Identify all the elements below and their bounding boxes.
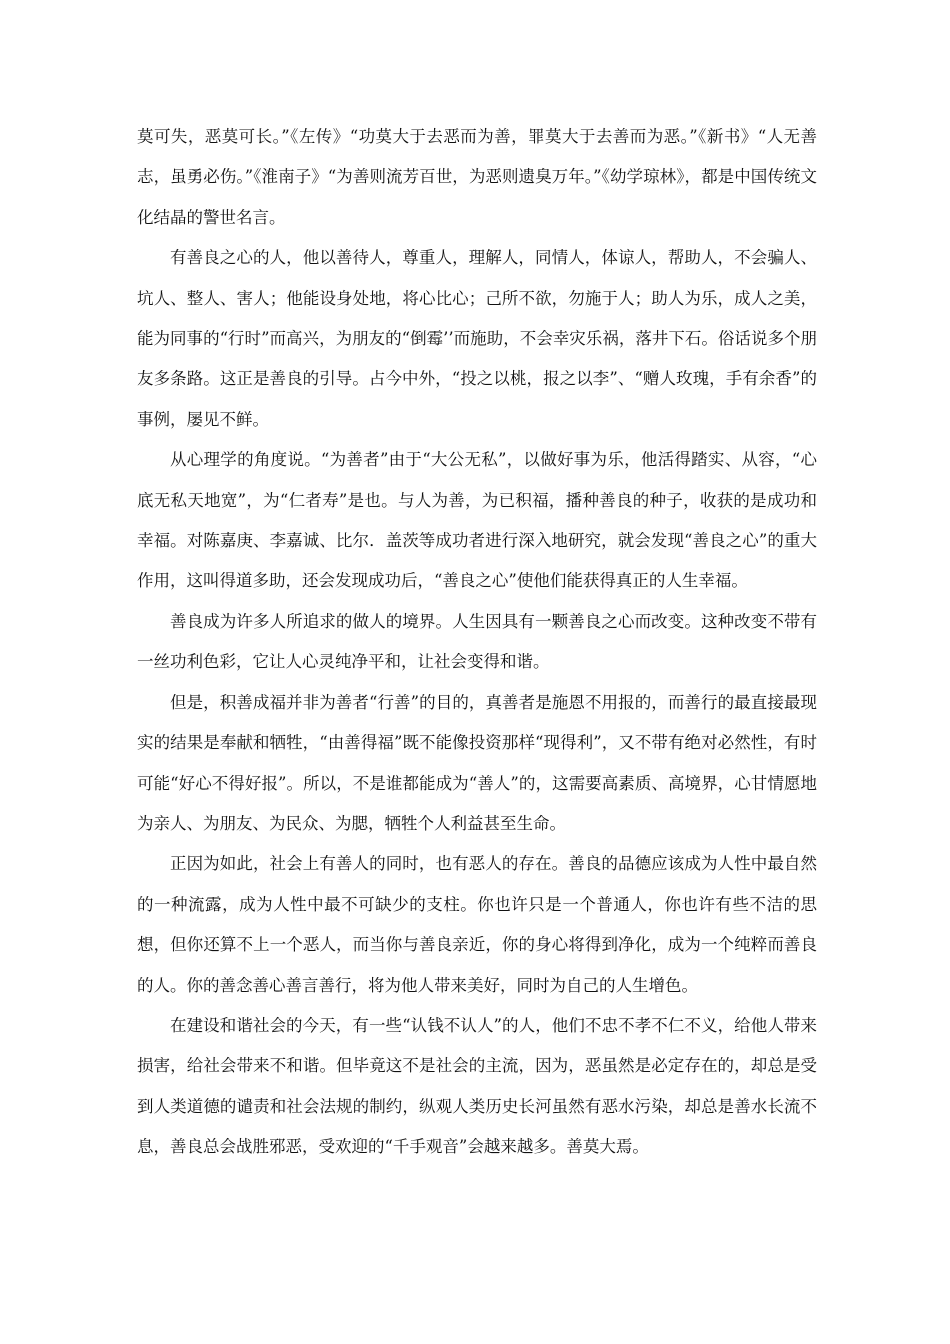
paragraph: 在建设和谐社会的今天，有一些“认钱不认人”的人，他们不忠不孝不仁不义，给他人带来损害，给社会带来不和谐。但毕竟这不是社会的主流，因为，恶虽然是必定存在的，却总是受到人类道德的谴责和社会法规的制约，纵观人类历史长河虽然有恶水污染，却总是善水长流不息，善良总会战胜邪恶，受欢迎的“千手观音”会越来越多。善莫大焉。 (137, 1015, 817, 1157)
paragraph: 正因为如此，社会上有善人的同时，也有恶人的存在。善良的品德应该成为人性中最自然的一种流露，成为人性中最不可缺少的支柱。你也许只是一个普通人，你也许有些不洁的思想，但你还算不上一个恶人，而当你与善良亲近，你的身心将得到净化，成为一个纯粹而善良的人。你的善念善心善言善行，将为他人带来美好，同时为自己的人生增色。 (137, 854, 817, 995)
document-page (137, 117, 817, 1168)
paragraph-continuation: 莫可失，恶莫可长。”《左传》“功莫大于去恶而为善，罪莫大于去善而为恶。”《新书》“人无善志，虽勇必伤。”《淮南子》“为善则流芳百世，为恶则遗臭万年。”《幼学琼林》，都是中国传统文化结晶的警世名言。 (137, 127, 817, 227)
paragraph: 有善良之心的人，他以善待人，尊重人，理解人，同情人，体谅人，帮助人，不会骗人、坑人、整人、害人；他能设身处地，将心比心；己所不欲，勿施于人；助人为乐，成人之美，能为同事的“行时”而高兴，为朋友的“倒霉’’而施助，不会幸灾乐祸，落井下石。俗话说多个朋友多条路。这正是善良的引导。占今中外，“投之以桃，报之以李”、“赠人玫瑰，手有余香”的事例，屡见不鲜。 (137, 248, 817, 429)
paragraph: 善良成为许多人所追求的做人的境界。人生因具有一颗善良之心而改变。这种改变不带有一丝功利色彩，它让人心灵纯净平和，让社会变得和谐。 (137, 611, 817, 672)
paragraph: 从心理学的角度说。“为善者”由于“大公无私”，以做好事为乐，他活得踏实、从容，“心底无私天地宽”，为“仁者寿”是也。与人为善，为已积福，播种善良的种子，收获的是成功和幸福。对陈嘉庚、李嘉诚、比尔．盖茨等成功者进行深入地研究，就会发现“善良之心”的重大作用，这叫得道多助，还会发现成功后，“善良之心”使他们能获得真正的人生幸福。 (137, 450, 817, 591)
paragraph: 但是，积善成福并非为善者“行善”的目的，真善者是施恩不用报的，而善行的最直接最现实的结果是奉献和牺牲，“由善得福”既不能像投资那样“现得利”，又不带有绝对必然性，有时可能“好心不得好报”。所以，不是谁都能成为“善人”的，这需要高素质、高境界，心甘情愿地为亲人、为朋友、为民众、为腮，牺牲个人利益甚至生命。 (137, 692, 817, 833)
